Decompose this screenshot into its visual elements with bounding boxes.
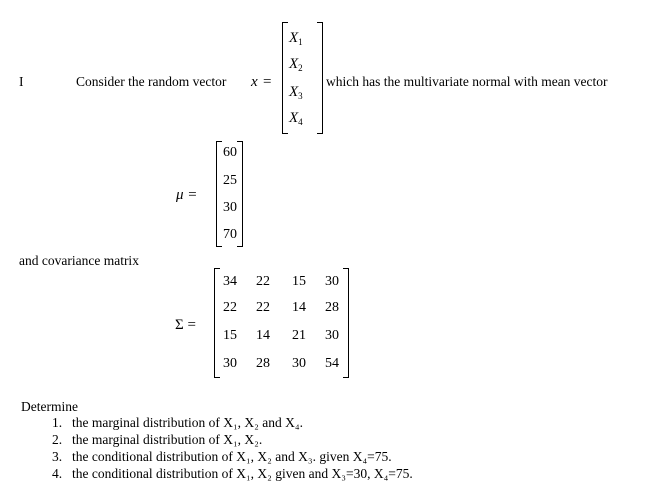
mean-value: 30	[223, 200, 237, 215]
tasks-heading: Determine	[21, 399, 78, 414]
matrix-cell: 14	[292, 300, 306, 315]
task-item: 3. the conditional distribution of X₁, X₂ and X₃. given X₄=75.	[52, 449, 392, 464]
matrix-cell: 54	[325, 356, 339, 371]
vector-name: x	[251, 74, 258, 90]
matrix-cell: 21	[292, 328, 306, 343]
sigma-symbol: Σ =	[175, 317, 196, 333]
matrix-cell: 28	[325, 300, 339, 315]
problem-intro: Consider the random vector	[76, 74, 227, 89]
matrix-cell: 22	[223, 300, 237, 315]
covariance-intro: and covariance matrix	[19, 253, 139, 268]
task-item: 1. the marginal distribution of X₁, X₂ and X₄.	[52, 415, 303, 430]
right-bracket	[317, 22, 323, 134]
matrix-cell: 15	[223, 328, 237, 343]
vector-entry: $X_2$	[289, 56, 303, 73]
left-bracket	[282, 22, 288, 134]
matrix-cell: 15	[292, 274, 306, 289]
matrix-cell: 30	[325, 274, 339, 289]
vector-entry: $X_4$	[289, 110, 303, 127]
mean-value: 70	[223, 227, 237, 242]
matrix-cell: 30	[292, 356, 306, 371]
task-item: 4. the conditional distribution of X₁, X₂ given and X₃=30, X₄=75.	[52, 466, 413, 481]
mean-symbol: μ =	[176, 187, 198, 203]
vector-entry: $X_1$	[289, 30, 303, 47]
vector-entry: $X_3$	[289, 84, 303, 101]
matrix-cell: 22	[256, 300, 270, 315]
mean-value: 25	[223, 173, 237, 188]
vector-equals: =	[263, 74, 272, 90]
problem-intro-continued: which has the multivariate normal with mean vector	[326, 74, 608, 89]
mean-value: 60	[223, 145, 237, 160]
task-item: 2. the marginal distribution of X₁, X₂.	[52, 432, 263, 447]
matrix-cell: 30	[223, 356, 237, 371]
matrix-cell: 28	[256, 356, 270, 371]
matrix-cell: 22	[256, 274, 270, 289]
matrix-cell: 30	[325, 328, 339, 343]
matrix-cell: 14	[256, 328, 270, 343]
matrix-cell: 34	[223, 274, 237, 289]
problem-label: I	[19, 74, 24, 89]
